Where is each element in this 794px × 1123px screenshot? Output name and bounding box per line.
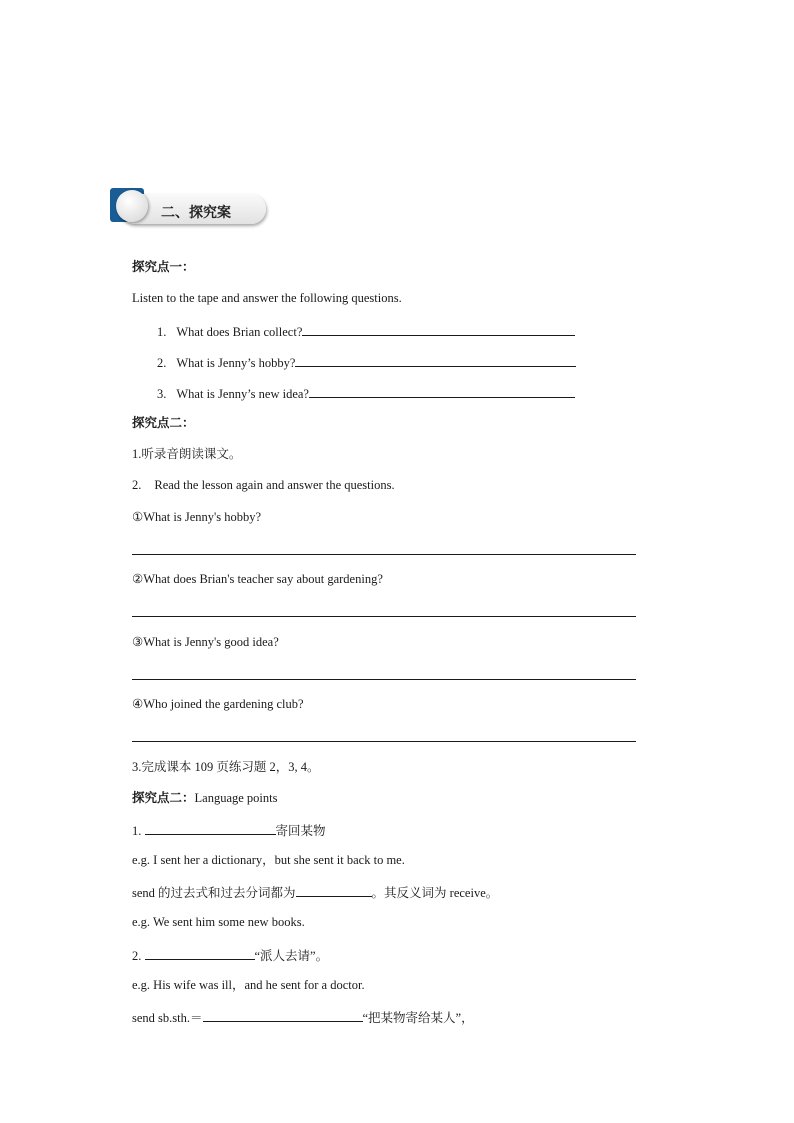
- fill-blank[interactable]: [296, 883, 372, 897]
- p3-example: e.g. His wife was ill，and he sent for a doctor.: [132, 978, 365, 992]
- p2-question: ②What does Brian's teacher say about gardening?: [132, 572, 383, 586]
- p3-sendsb-note: send sb.sth.＝ “把某物寄给某人”，: [132, 1008, 474, 1026]
- section-title: 二、探究案: [161, 206, 231, 221]
- p2-question: ④Who joined the gardening club?: [132, 697, 304, 711]
- answer-blank[interactable]: [309, 384, 575, 398]
- answer-line[interactable]: [132, 616, 636, 617]
- p2-question: ①What is Jenny's hobby?: [132, 510, 262, 524]
- p3-heading: 探究点二：Language points: [132, 791, 278, 805]
- section-header: [108, 186, 268, 230]
- fill-blank[interactable]: [145, 821, 276, 835]
- p2-item2: 2. Read the lesson again and answer the questions.: [132, 478, 395, 492]
- answer-line[interactable]: [132, 554, 636, 555]
- p1-question: 2. What is Jenny’s hobby?: [157, 353, 576, 371]
- answer-line[interactable]: [132, 741, 636, 742]
- p3-example: e.g. We sent him some new books.: [132, 915, 305, 929]
- p2-question: ③What is Jenny's good idea?: [132, 635, 279, 649]
- header-circle-icon: [116, 190, 148, 222]
- fill-blank[interactable]: [203, 1008, 363, 1022]
- p3-item2: 2. “派人去请”。: [132, 946, 328, 964]
- p2-heading: 探究点二：: [132, 416, 195, 430]
- fill-blank[interactable]: [145, 946, 255, 960]
- answer-blank[interactable]: [295, 353, 576, 367]
- p3-send-note: send 的过去式和过去分词都为 。其反义词为 receive。: [132, 883, 498, 901]
- p1-question: 3. What is Jenny’s new idea?: [157, 384, 575, 402]
- p3-item1: 1. 寄回某物: [132, 821, 326, 839]
- p3-example: e.g. I sent her a dictionary，but she sent it back to me.: [132, 853, 405, 867]
- p1-intro: Listen to the tape and answer the following questions.: [132, 291, 402, 305]
- p2-item3: 3.完成课本 109 页练习题 2，3, 4。: [132, 760, 320, 774]
- answer-blank[interactable]: [302, 322, 575, 336]
- answer-line[interactable]: [132, 679, 636, 680]
- p2-item1: 1.听录音朗读课文。: [132, 447, 242, 461]
- p1-heading: 探究点一：: [132, 260, 195, 274]
- p1-question: 1. What does Brian collect?: [157, 322, 575, 340]
